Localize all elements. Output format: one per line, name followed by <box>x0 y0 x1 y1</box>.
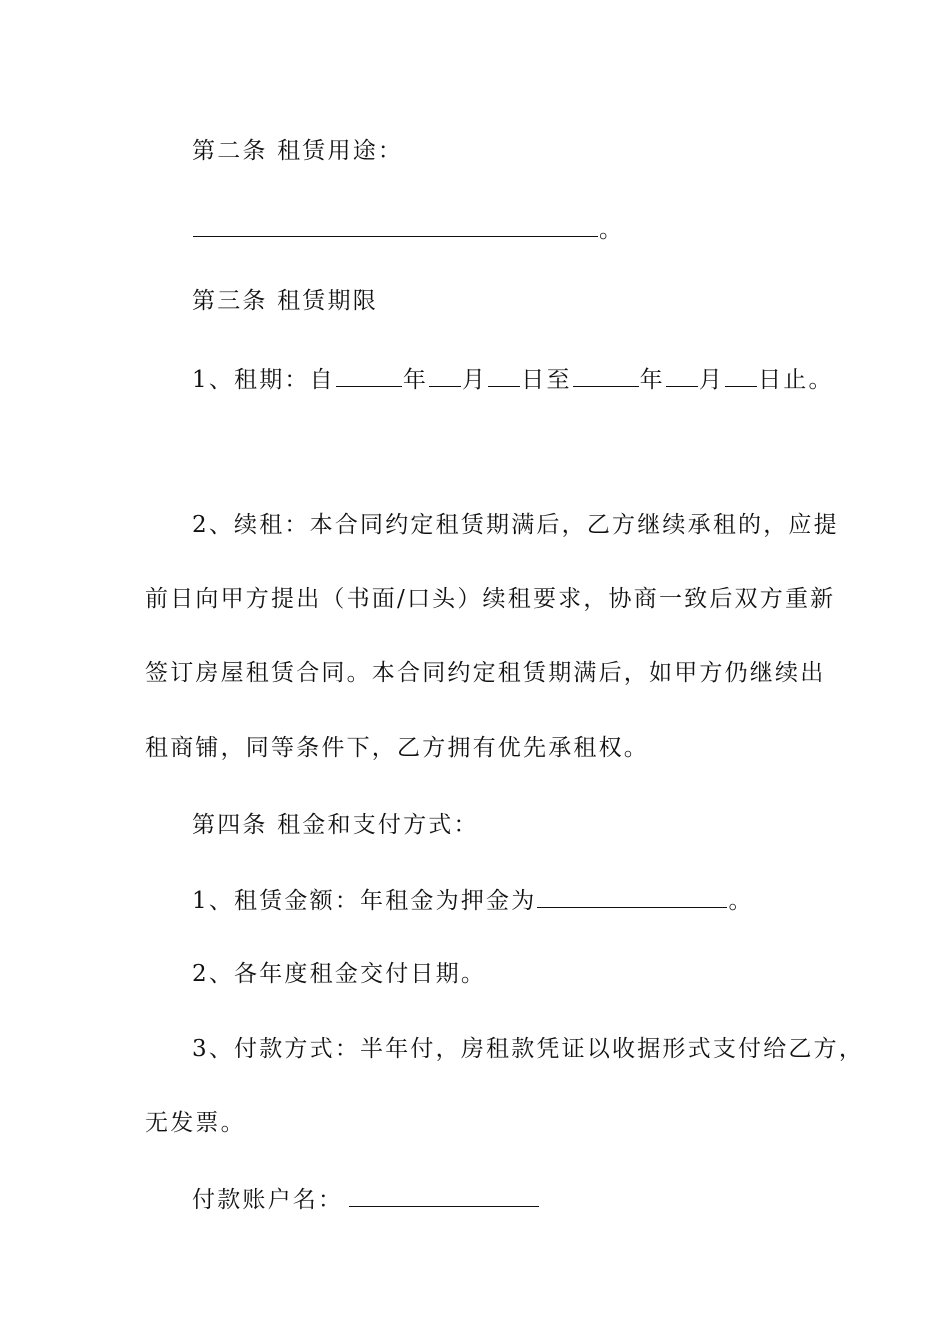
start-month-blank[interactable] <box>429 364 461 387</box>
term-prefix: 1、租期：自 <box>192 367 335 393</box>
payment-method-line-2: 无发票。 <box>145 1110 246 1136</box>
article-4-heading: 第四条 租金和支付方式： <box>192 812 479 838</box>
end-day-blank[interactable] <box>725 364 757 387</box>
month-label: 月 <box>462 367 488 393</box>
account-name-line <box>192 1184 540 1215</box>
deposit-blank[interactable] <box>537 885 727 908</box>
renewal-line-1: 2、续租：本合同约定租赁期满后，乙方继续承租的，应提 <box>192 512 839 538</box>
article-3-heading: 第三条 租赁期限 <box>192 288 378 314</box>
rent-amount-line <box>192 885 754 916</box>
start-year-blank[interactable] <box>336 364 402 387</box>
payment-method-line-1: 3、付款方式：半年付，房租款凭证以收据形式支付给乙方， <box>192 1036 865 1062</box>
month-label: 月 <box>698 367 725 393</box>
account-name-label: 付款账户名： <box>192 1187 344 1213</box>
payment-date-line: 2、各年度租金交付日期。 <box>192 961 487 987</box>
usage-blank[interactable] <box>193 214 598 237</box>
start-day-blank[interactable] <box>488 364 520 387</box>
end-month-blank[interactable] <box>666 364 698 387</box>
year-label: 年 <box>639 367 665 393</box>
end-year-blank[interactable] <box>573 364 639 387</box>
rent-amount-label: 1、租赁金额：年租金为押金为 <box>192 888 537 914</box>
day-to-label: 日至 <box>521 367 572 393</box>
lease-term-line <box>192 364 834 395</box>
renewal-line-2: 前日向甲方提出（书面/口头）续租要求，协商一致后双方重新 <box>145 586 836 612</box>
usage-period: 。 <box>599 217 625 243</box>
renewal-line-4: 租商铺，同等条件下，乙方拥有优先承租权。 <box>145 735 649 761</box>
day-end-label: 日止。 <box>758 367 834 393</box>
account-name-blank[interactable] <box>349 1184 539 1207</box>
article-2-heading: 第二条 租赁用途： <box>192 138 404 164</box>
usage-line <box>192 214 624 245</box>
rent-amount-period: 。 <box>728 888 754 914</box>
year-label: 年 <box>402 367 429 393</box>
renewal-line-3: 签订房屋租赁合同。本合同约定租赁期满后，如甲方仍继续出 <box>145 660 826 686</box>
